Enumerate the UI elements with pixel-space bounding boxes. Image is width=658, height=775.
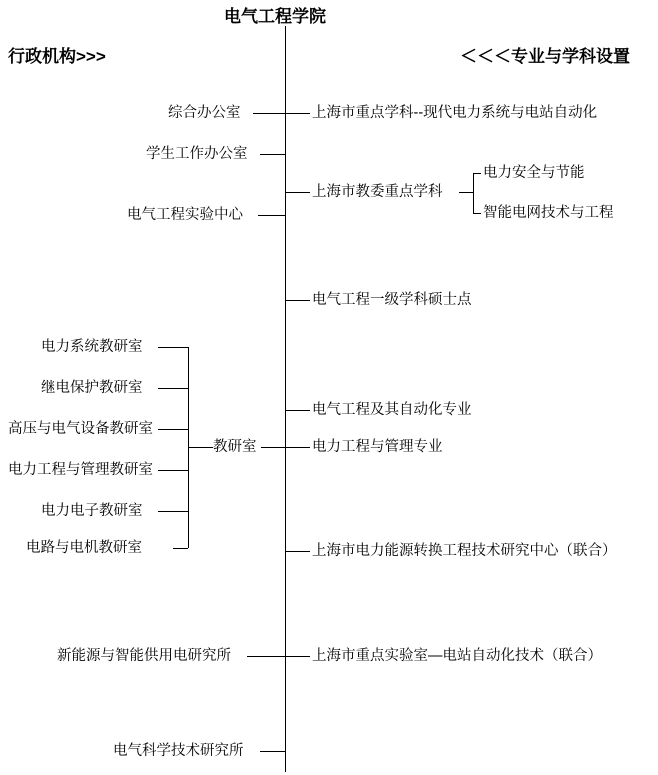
- right-node-0: 上海市重点学科--现代电力系统与电站自动化: [312, 105, 598, 121]
- connector-teaching-1: [158, 388, 188, 389]
- connector-left-4: [247, 656, 285, 657]
- right-node-3: 电气工程及其自动化专业: [312, 402, 472, 418]
- connector-right-4: [285, 447, 310, 448]
- left-node-5: 电气科学技术研究所: [113, 743, 244, 759]
- left-node-2: 电气工程实验中心: [127, 207, 243, 223]
- connector-teaching-3: [158, 470, 188, 471]
- teaching-office-4: 电力电子教研室: [41, 503, 143, 519]
- right-node-6: 上海市重点实验室—电站自动化技术（联合）: [312, 648, 602, 664]
- connector-teaching-2: [158, 429, 188, 430]
- connector-right-0: [285, 113, 310, 114]
- left-node-4: 新能源与智能供用电研究所: [57, 648, 231, 664]
- teaching-office-3: 电力工程与管理教研室: [8, 462, 153, 478]
- connector-subnode-0: [473, 173, 481, 174]
- right-column-heading: ＜＜＜专业与学科设置: [460, 47, 630, 66]
- connector-left-1: [260, 154, 285, 155]
- right-node-1: 上海市教委重点学科: [312, 184, 443, 200]
- teaching-office-5: 电路与电机教研室: [26, 540, 142, 556]
- left-node-1: 学生工作办公室: [146, 146, 248, 162]
- connector-left-0: [253, 113, 285, 114]
- right-node-5: 上海市电力能源转换工程技术研究中心（联合）: [312, 543, 617, 559]
- connector-left-5: [260, 751, 285, 752]
- left-column-heading: 行政机构>>>: [8, 47, 106, 66]
- page-title: 电气工程学院: [224, 7, 326, 26]
- teaching-office-1: 继电保护教研室: [41, 380, 143, 396]
- connector-bracket-to-teaching-office: [188, 447, 213, 448]
- right-subnode-0: 电力安全与节能: [483, 165, 585, 181]
- right-node-2: 电气工程一级学科硕士点: [312, 292, 472, 308]
- teaching-office-0: 电力系统教研室: [41, 339, 143, 355]
- connector-teaching-5: [173, 548, 188, 549]
- connector-right-6: [285, 656, 310, 657]
- right-subnode-1: 智能电网技术与工程: [483, 205, 614, 221]
- connector-subnode-1: [473, 213, 481, 214]
- connector-teaching-4: [158, 511, 188, 512]
- main-spine: [285, 26, 286, 772]
- connector-subbranch-stem: [459, 192, 473, 193]
- connector-right-1: [285, 192, 310, 193]
- left-node-3: 教研室: [213, 439, 257, 455]
- right-node-4: 电力工程与管理专业: [312, 439, 443, 455]
- connector-teaching-0: [158, 347, 188, 348]
- connector-right-3: [285, 410, 310, 411]
- connector-right-2: [285, 300, 310, 301]
- connector-left-2: [258, 215, 285, 216]
- connector-right-5: [285, 551, 310, 552]
- teaching-office-2: 高压与电气设备教研室: [8, 421, 153, 437]
- left-node-0: 综合办公室: [168, 105, 241, 121]
- connector-left-3: [261, 447, 285, 448]
- subbranch-bracket: [473, 173, 474, 213]
